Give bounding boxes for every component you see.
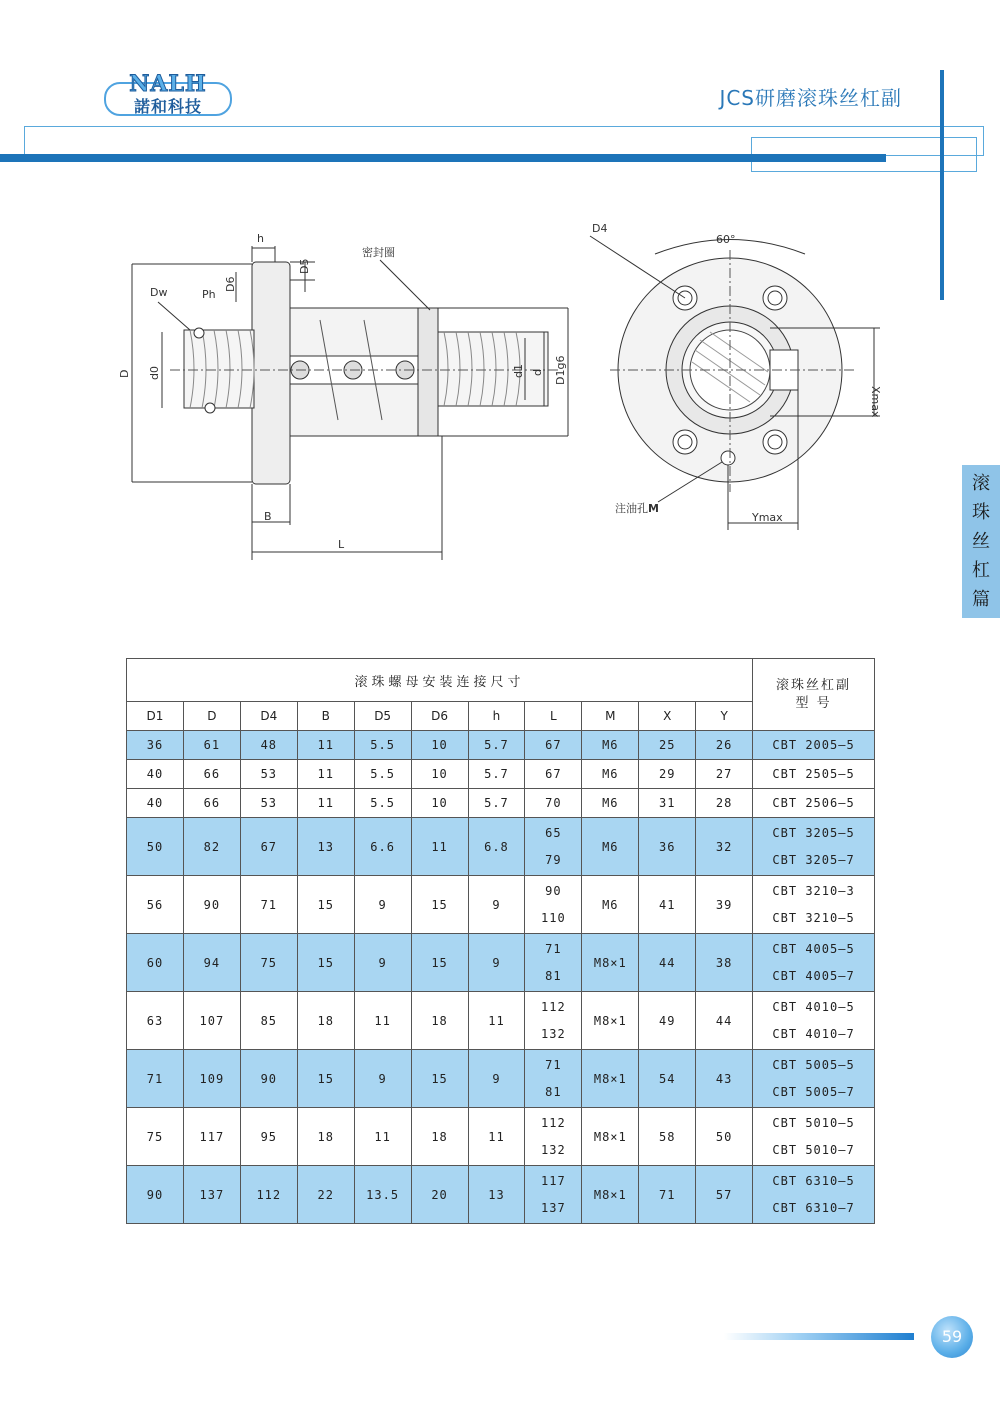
cell-y: 26	[696, 731, 753, 760]
cell-d6: 18	[411, 992, 468, 1050]
cell-l-value: 137	[541, 1200, 566, 1215]
cell-d4: 90	[240, 1050, 297, 1108]
cell-d1: 40	[127, 789, 184, 818]
cell-model	[753, 731, 875, 760]
cell-d6: 15	[411, 934, 468, 992]
label-h: h	[257, 232, 264, 245]
table-row	[127, 992, 875, 1050]
cell-d: 66	[183, 760, 240, 789]
cell-b: 11	[297, 760, 354, 789]
cell-x: 44	[639, 934, 696, 992]
col-header: h	[468, 702, 525, 731]
label-Dw: Dw	[150, 286, 168, 299]
cell-h: 9	[468, 1050, 525, 1108]
cell-m: M6	[582, 760, 639, 789]
cell-l-value: 132	[541, 1026, 566, 1041]
cell-model	[753, 1108, 875, 1166]
cell-l-value: 90	[545, 883, 562, 898]
cell-model-value: CBT 5010—7	[772, 1142, 855, 1157]
cell-b: 13	[297, 818, 354, 876]
cell-d5: 6.6	[354, 818, 411, 876]
cell-d4: 71	[240, 876, 297, 934]
cell-l-value: 110	[541, 910, 566, 925]
cell-y: 50	[696, 1108, 753, 1166]
label-d: d	[531, 369, 544, 376]
cell-b: 15	[297, 876, 354, 934]
page-title: JCS研磨滚珠丝杠副	[719, 86, 902, 110]
cell-model-value: CBT 4005—5	[772, 941, 855, 956]
cell-l-value: 71	[545, 941, 562, 956]
cell-d6: 15	[411, 1050, 468, 1108]
cell-l-value: 117	[541, 1173, 566, 1188]
cell-l	[525, 818, 582, 876]
cell-m: M8×1	[582, 1050, 639, 1108]
cell-d4: 85	[240, 992, 297, 1050]
cell-m: M8×1	[582, 934, 639, 992]
cell-model-value: CBT 5005—7	[772, 1084, 855, 1099]
cell-x: 41	[639, 876, 696, 934]
col-header: D6	[411, 702, 468, 731]
model-header-line2: 型 号	[795, 695, 832, 711]
label-L: L	[338, 538, 345, 551]
cell-d6: 10	[411, 789, 468, 818]
table-row	[127, 876, 875, 934]
screw-right	[438, 332, 548, 406]
cell-m: M6	[582, 789, 639, 818]
cell-model-value: CBT 6310—7	[772, 1200, 855, 1215]
cell-y: 38	[696, 934, 753, 992]
label-d0: d0	[148, 366, 161, 380]
cell-d1: 40	[127, 760, 184, 789]
cell-l-value: 79	[545, 852, 562, 867]
cell-l	[525, 789, 582, 818]
cell-d: 66	[183, 789, 240, 818]
col-header: D4	[240, 702, 297, 731]
cell-d6: 20	[411, 1166, 468, 1224]
table-row	[127, 789, 875, 818]
cell-y: 44	[696, 992, 753, 1050]
cell-model-value: CBT 4005—7	[772, 968, 855, 983]
cell-b: 15	[297, 1050, 354, 1108]
side-tab-char: 篇	[972, 589, 990, 610]
col-header: D	[183, 702, 240, 731]
logo-subtext: 諾和科技	[133, 97, 202, 116]
table-row	[127, 934, 875, 992]
cell-l	[525, 760, 582, 789]
cell-l	[525, 934, 582, 992]
side-tab-char: 丝	[972, 531, 990, 552]
cell-y: 43	[696, 1050, 753, 1108]
table-body	[127, 731, 875, 1224]
cell-d1: 36	[127, 731, 184, 760]
cell-l-value: 81	[545, 1084, 562, 1099]
cell-d: 82	[183, 818, 240, 876]
cell-d5: 9	[354, 876, 411, 934]
col-header: B	[297, 702, 354, 731]
cell-b: 22	[297, 1166, 354, 1224]
cell-d5: 9	[354, 934, 411, 992]
seal-ring	[418, 308, 438, 436]
cell-x: 71	[639, 1166, 696, 1224]
cell-y: 27	[696, 760, 753, 789]
cell-d4: 75	[240, 934, 297, 992]
cell-d: 94	[183, 934, 240, 992]
cell-model	[753, 760, 875, 789]
model-header-line1: 滚珠丝杠副	[776, 677, 852, 693]
cell-l	[525, 1050, 582, 1108]
cell-model-value: CBT 4010—7	[772, 1026, 855, 1041]
cell-d: 109	[183, 1050, 240, 1108]
cell-model	[753, 934, 875, 992]
cell-m: M8×1	[582, 1166, 639, 1224]
cell-d1: 71	[127, 1050, 184, 1108]
cell-d4: 53	[240, 760, 297, 789]
table-row	[127, 1166, 875, 1224]
table-row	[127, 1108, 875, 1166]
cell-l-value: 132	[541, 1142, 566, 1157]
technical-drawing	[110, 220, 890, 565]
cell-model-value: CBT 3210—5	[772, 910, 855, 925]
col-header: D1	[127, 702, 184, 731]
cell-d5: 11	[354, 992, 411, 1050]
cell-l-value: 65	[545, 825, 562, 840]
cell-d1: 63	[127, 992, 184, 1050]
cell-model-value: CBT 5010—5	[772, 1115, 855, 1130]
cell-l-value: 70	[545, 795, 562, 810]
table-model-header	[753, 659, 875, 731]
cell-d: 107	[183, 992, 240, 1050]
table-row	[127, 818, 875, 876]
cell-b: 11	[297, 731, 354, 760]
label-Xmax: Xmax	[869, 386, 882, 418]
cell-x: 49	[639, 992, 696, 1050]
cell-d4: 95	[240, 1108, 297, 1166]
label-B: B	[264, 510, 272, 523]
cell-y: 32	[696, 818, 753, 876]
cell-d5: 13.5	[354, 1166, 411, 1224]
cell-d1: 75	[127, 1108, 184, 1166]
col-header: L	[525, 702, 582, 731]
cell-x: 31	[639, 789, 696, 818]
cell-model	[753, 1050, 875, 1108]
col-header: D5	[354, 702, 411, 731]
label-d1: d1	[512, 364, 525, 378]
cell-x: 25	[639, 731, 696, 760]
cell-h: 5.7	[468, 760, 525, 789]
col-header: X	[639, 702, 696, 731]
cell-l	[525, 876, 582, 934]
cell-d5: 5.5	[354, 789, 411, 818]
cell-m: M6	[582, 731, 639, 760]
cell-m: M8×1	[582, 1108, 639, 1166]
col-header: M	[582, 702, 639, 731]
cell-model	[753, 818, 875, 876]
cell-d: 117	[183, 1108, 240, 1166]
cell-model-value: CBT 3210—3	[772, 883, 855, 898]
logo-text: NALH	[129, 71, 207, 97]
cell-d4: 112	[240, 1166, 297, 1224]
cell-b: 18	[297, 992, 354, 1050]
cell-d1: 60	[127, 934, 184, 992]
table-group-header: 滚珠螺母安装连接尺寸	[127, 659, 753, 702]
cell-m: M8×1	[582, 992, 639, 1050]
cell-d1: 90	[127, 1166, 184, 1224]
cell-d1: 50	[127, 818, 184, 876]
cell-d6: 10	[411, 731, 468, 760]
cell-model-value: CBT 3205—7	[772, 852, 855, 867]
cell-model-value: CBT 5005—5	[772, 1057, 855, 1072]
label-D: D	[118, 369, 131, 378]
cell-d4: 67	[240, 818, 297, 876]
label-D5: D5	[298, 258, 311, 274]
cell-b: 18	[297, 1108, 354, 1166]
cell-d6: 18	[411, 1108, 468, 1166]
cell-model	[753, 789, 875, 818]
cell-model-value: CBT 2505—5	[772, 766, 855, 781]
cell-h: 11	[468, 1108, 525, 1166]
cell-d: 90	[183, 876, 240, 934]
cell-d: 61	[183, 731, 240, 760]
cell-model	[753, 876, 875, 934]
cell-d6: 15	[411, 876, 468, 934]
cell-h: 6.8	[468, 818, 525, 876]
label-Ph: Ph	[202, 288, 216, 301]
right-accent-line	[940, 70, 944, 300]
cell-y: 57	[696, 1166, 753, 1224]
cell-d5: 11	[354, 1108, 411, 1166]
section-side-tab	[962, 465, 1000, 618]
cell-model-value: CBT 2506—5	[772, 795, 855, 810]
cell-model	[753, 1166, 875, 1224]
label-D6: D6	[224, 276, 237, 292]
label-Ymax: Ymax	[752, 511, 783, 524]
cell-l	[525, 992, 582, 1050]
cell-h: 11	[468, 992, 525, 1050]
cell-x: 54	[639, 1050, 696, 1108]
cell-l-value: 67	[545, 766, 562, 781]
cell-model-value: CBT 2005—5	[772, 737, 855, 752]
cell-l	[525, 1108, 582, 1166]
cell-d4: 48	[240, 731, 297, 760]
table-row	[127, 1050, 875, 1108]
nut-dimension-table	[126, 658, 875, 1224]
cell-x: 29	[639, 760, 696, 789]
footer-bar	[724, 1333, 914, 1340]
cell-l	[525, 1166, 582, 1224]
table-row	[127, 731, 875, 760]
cell-h: 5.7	[468, 731, 525, 760]
cell-l-value: 67	[545, 737, 562, 752]
label-D4: D4	[592, 222, 608, 235]
company-logo	[104, 72, 232, 122]
header-bar	[0, 154, 886, 162]
cell-d5: 5.5	[354, 760, 411, 789]
cell-l-value: 112	[541, 1115, 566, 1130]
cell-b: 11	[297, 789, 354, 818]
cell-model	[753, 992, 875, 1050]
table-row	[127, 760, 875, 789]
page-number: 59	[931, 1316, 973, 1358]
cell-d6: 10	[411, 760, 468, 789]
cell-model-value: CBT 3205—5	[772, 825, 855, 840]
cell-model-value: CBT 6310—5	[772, 1173, 855, 1188]
cell-l-value: 81	[545, 968, 562, 983]
label-D1g6: D1g6	[554, 355, 567, 385]
label-angle: 60°	[716, 233, 736, 246]
cell-l-value: 71	[545, 1057, 562, 1072]
cell-h: 5.7	[468, 789, 525, 818]
cell-x: 36	[639, 818, 696, 876]
cell-d1: 56	[127, 876, 184, 934]
side-tab-char: 杠	[972, 560, 990, 581]
cell-b: 15	[297, 934, 354, 992]
cell-h: 13	[468, 1166, 525, 1224]
side-tab-char: 滚	[972, 473, 990, 494]
cell-x: 58	[639, 1108, 696, 1166]
cell-model-value: CBT 4010—5	[772, 999, 855, 1014]
cell-h: 9	[468, 934, 525, 992]
cell-d5: 5.5	[354, 731, 411, 760]
cell-d4: 53	[240, 789, 297, 818]
cell-l-value: 112	[541, 999, 566, 1014]
flange	[252, 262, 290, 484]
cell-d6: 11	[411, 818, 468, 876]
cell-d: 137	[183, 1166, 240, 1224]
cell-l	[525, 731, 582, 760]
cell-y: 28	[696, 789, 753, 818]
cell-h: 9	[468, 876, 525, 934]
cell-m: M6	[582, 818, 639, 876]
col-header: Y	[696, 702, 753, 731]
label-seal: 密封圈	[362, 246, 395, 259]
side-tab-char: 珠	[972, 502, 990, 523]
cell-d5: 9	[354, 1050, 411, 1108]
label-oil-hole: 注油孔M	[615, 502, 659, 515]
cell-y: 39	[696, 876, 753, 934]
cell-m: M6	[582, 876, 639, 934]
